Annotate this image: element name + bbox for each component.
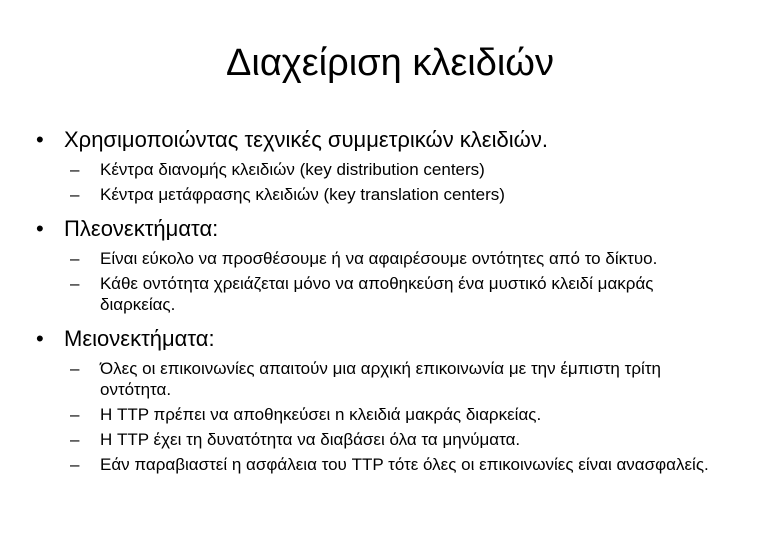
bullet-text: Πλεονεκτήματα: [64,216,219,241]
dash-icon: – [70,160,80,179]
bullet-icon: • [36,127,44,152]
bullet-icon: • [36,326,44,351]
sub-bullet-item [64,454,720,475]
bullet-text: Χρησιμοποιώντας τεχνικές συμμετρικών κλειδιών. [64,127,548,152]
bullet-item [38,325,738,475]
sub-bullet-text: Είναι εύκολο να προσθέσουμε ή να αφαιρέσουμε οντότητες από το δίκτυο. [100,249,658,268]
sub-bullet-list [64,159,738,205]
dash-icon: – [70,455,80,474]
bullet-icon: • [36,216,44,241]
sub-bullet-text: Η TTP πρέπει να αποθηκεύσει n κλειδιά μακράς διαρκείας. [100,405,542,424]
bullet-item [38,215,738,315]
dash-icon: – [70,274,80,293]
sub-bullet-text: Η TTP έχει τη δυνατότητα να διαβάσει όλα τα μηνύματα. [100,430,521,449]
sub-bullet-item [64,429,720,450]
sub-bullet-text: Κάθε οντότητα χρειάζεται μόνο να αποθηκεύση ένα μυστικό κλειδί μακράς διαρκείας. [100,274,654,314]
dash-icon: – [70,430,80,449]
slide-title: Διαχείριση κλειδιών [226,42,554,84]
sub-bullet-item [64,273,720,315]
sub-bullet-item [64,159,720,180]
sub-bullet-item [64,358,720,400]
sub-bullet-list [64,358,738,475]
dash-icon: – [70,249,80,268]
bullet-text: Μειονεκτήματα: [64,326,215,351]
sub-bullet-text: Εάν παραβιαστεί η ασφάλεια του TTP τότε όλες οι επικοινωνίες είναι ανασφαλείς. [100,455,709,474]
sub-bullet-text: Κέντρα διανομής κλειδιών (key distribution centers) [100,160,485,179]
bullet-item [38,126,738,205]
sub-bullet-text: Κέντρα μετάφρασης κλειδιών (key translation centers) [100,185,505,204]
sub-bullet-item [64,404,720,425]
dash-icon: – [70,359,80,378]
bullet-list [38,126,738,479]
sub-bullet-item [64,248,720,269]
sub-bullet-item [64,184,720,205]
sub-bullet-list [64,248,738,315]
sub-bullet-text: Όλες οι επικοινωνίες απαιτούν μια αρχική επικοινωνία με την έμπιστη τρίτη οντότητα. [100,359,661,399]
dash-icon: – [70,405,80,424]
dash-icon: – [70,185,80,204]
